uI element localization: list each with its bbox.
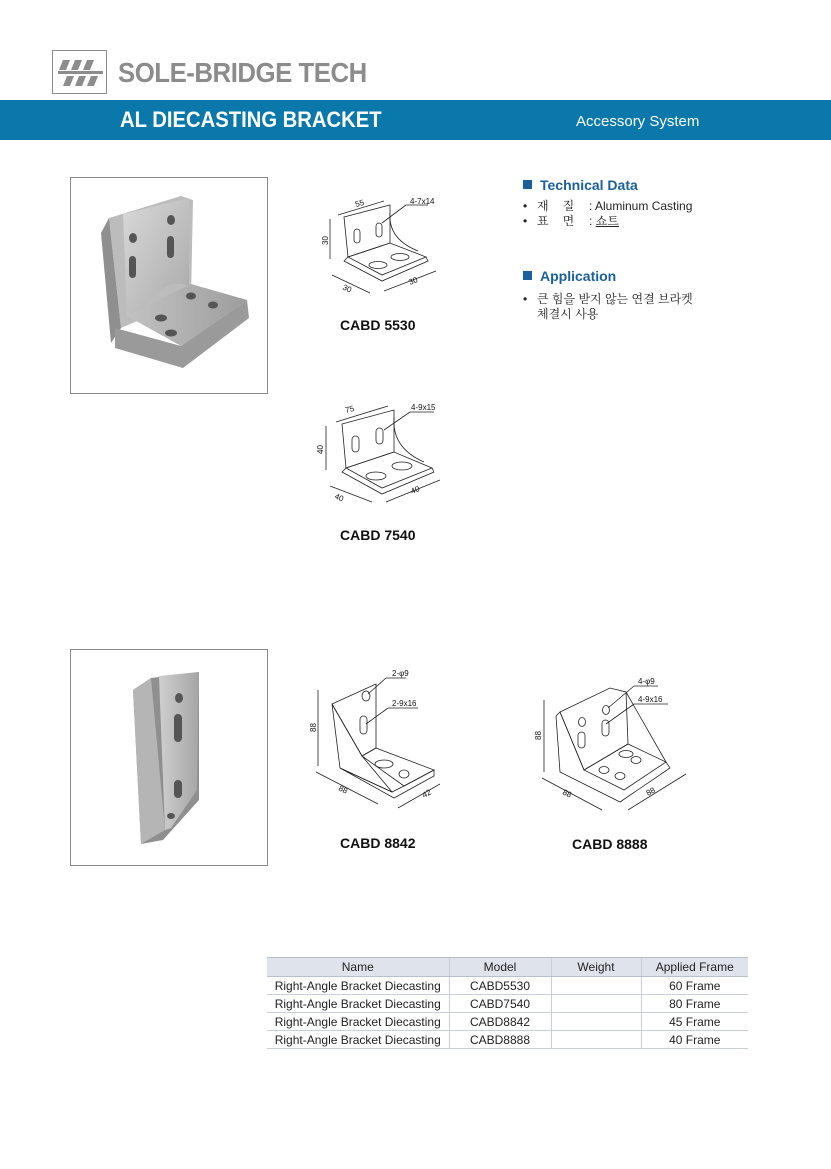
square-bullet-icon	[523, 271, 532, 280]
dim-height: 30	[321, 236, 330, 245]
dim-depth-a: 88	[561, 787, 574, 800]
dim-depth-a: 30	[341, 282, 354, 295]
application-heading: Application	[523, 268, 616, 284]
table-row	[267, 977, 748, 995]
dim-hole: 4-7x14	[410, 197, 435, 206]
cell-model: CABD8842	[449, 1013, 551, 1031]
page-title: AL DIECASTING BRACKET	[120, 107, 382, 132]
company-logo	[52, 50, 107, 94]
table-row	[267, 1013, 748, 1031]
spec-table	[267, 957, 748, 1049]
col-weight: Weight	[551, 958, 641, 977]
brand-name: SOLE-BRIDGE TECH	[118, 57, 367, 88]
spec-surface: • 표면: 쇼트	[523, 214, 619, 228]
cell-frame: 45 Frame	[641, 1013, 748, 1031]
drawing-cabd-8842	[306, 668, 452, 814]
dim-depth-a: 88	[337, 783, 350, 796]
cell-weight	[551, 977, 641, 995]
cell-model: CABD7540	[449, 995, 551, 1013]
cell-name: Right-Angle Bracket Diecasting	[267, 977, 449, 995]
dim-hole-a: 2-φ9	[392, 669, 409, 678]
cell-frame: 60 Frame	[641, 977, 748, 995]
cell-frame: 40 Frame	[641, 1031, 748, 1049]
caption-cabd-8842: CABD 8842	[340, 835, 416, 851]
dim-height: 88	[309, 723, 318, 732]
dim-hole-b: 4-9x16	[638, 695, 663, 704]
dim-hole: 4-9x15	[411, 403, 436, 412]
square-bullet-icon	[523, 180, 532, 189]
cell-model: CABD8888	[449, 1031, 551, 1049]
table-header-row	[267, 958, 748, 977]
application-line-2: 체결시 사용	[537, 307, 599, 321]
cell-model: CABD5530	[449, 977, 551, 995]
cell-weight	[551, 995, 641, 1013]
page-subtitle: Accessory System	[576, 113, 700, 130]
dim-depth-b: 40	[409, 484, 422, 496]
application-line-1: • 큰 힘을 받지 않는 연결 브라켓	[523, 292, 693, 306]
col-applied-frame: Applied Frame	[641, 958, 748, 977]
cell-name: Right-Angle Bracket Diecasting	[267, 1013, 449, 1031]
caption-cabd-7540: CABD 7540	[340, 527, 416, 543]
drawing-cabd-8888	[530, 672, 698, 816]
cell-weight	[551, 1031, 641, 1049]
technical-data-heading: Technical Data	[523, 177, 638, 193]
caption-cabd-8888: CABD 8888	[572, 836, 648, 852]
dim-depth-b: 30	[407, 275, 420, 287]
caption-cabd-5530: CABD 5530	[340, 317, 416, 333]
dim-hole-a: 4-φ9	[638, 677, 655, 686]
dim-height: 40	[316, 445, 325, 454]
drawing-cabd-5530	[318, 195, 448, 295]
dim-depth-b: 42	[420, 787, 433, 800]
table-row	[267, 995, 748, 1013]
product-photo-wide-bracket	[70, 177, 268, 394]
spec-material: • 재질: Aluminum Casting	[523, 199, 693, 213]
dim-depth-b: 88	[644, 785, 657, 798]
dim-height: 88	[534, 731, 543, 740]
product-photo-narrow-bracket	[70, 649, 268, 866]
cell-name: Right-Angle Bracket Diecasting	[267, 995, 449, 1013]
drawing-cabd-7540	[312, 398, 448, 504]
cell-weight	[551, 1013, 641, 1031]
col-model: Model	[449, 958, 551, 977]
col-name: Name	[267, 958, 449, 977]
dim-top: 55	[354, 197, 366, 209]
table-row	[267, 1031, 748, 1049]
dim-top: 75	[344, 403, 356, 415]
cell-name: Right-Angle Bracket Diecasting	[267, 1031, 449, 1049]
cell-frame: 80 Frame	[641, 995, 748, 1013]
dim-depth-a: 40	[333, 491, 346, 504]
dim-hole-b: 2-9x16	[392, 699, 417, 708]
